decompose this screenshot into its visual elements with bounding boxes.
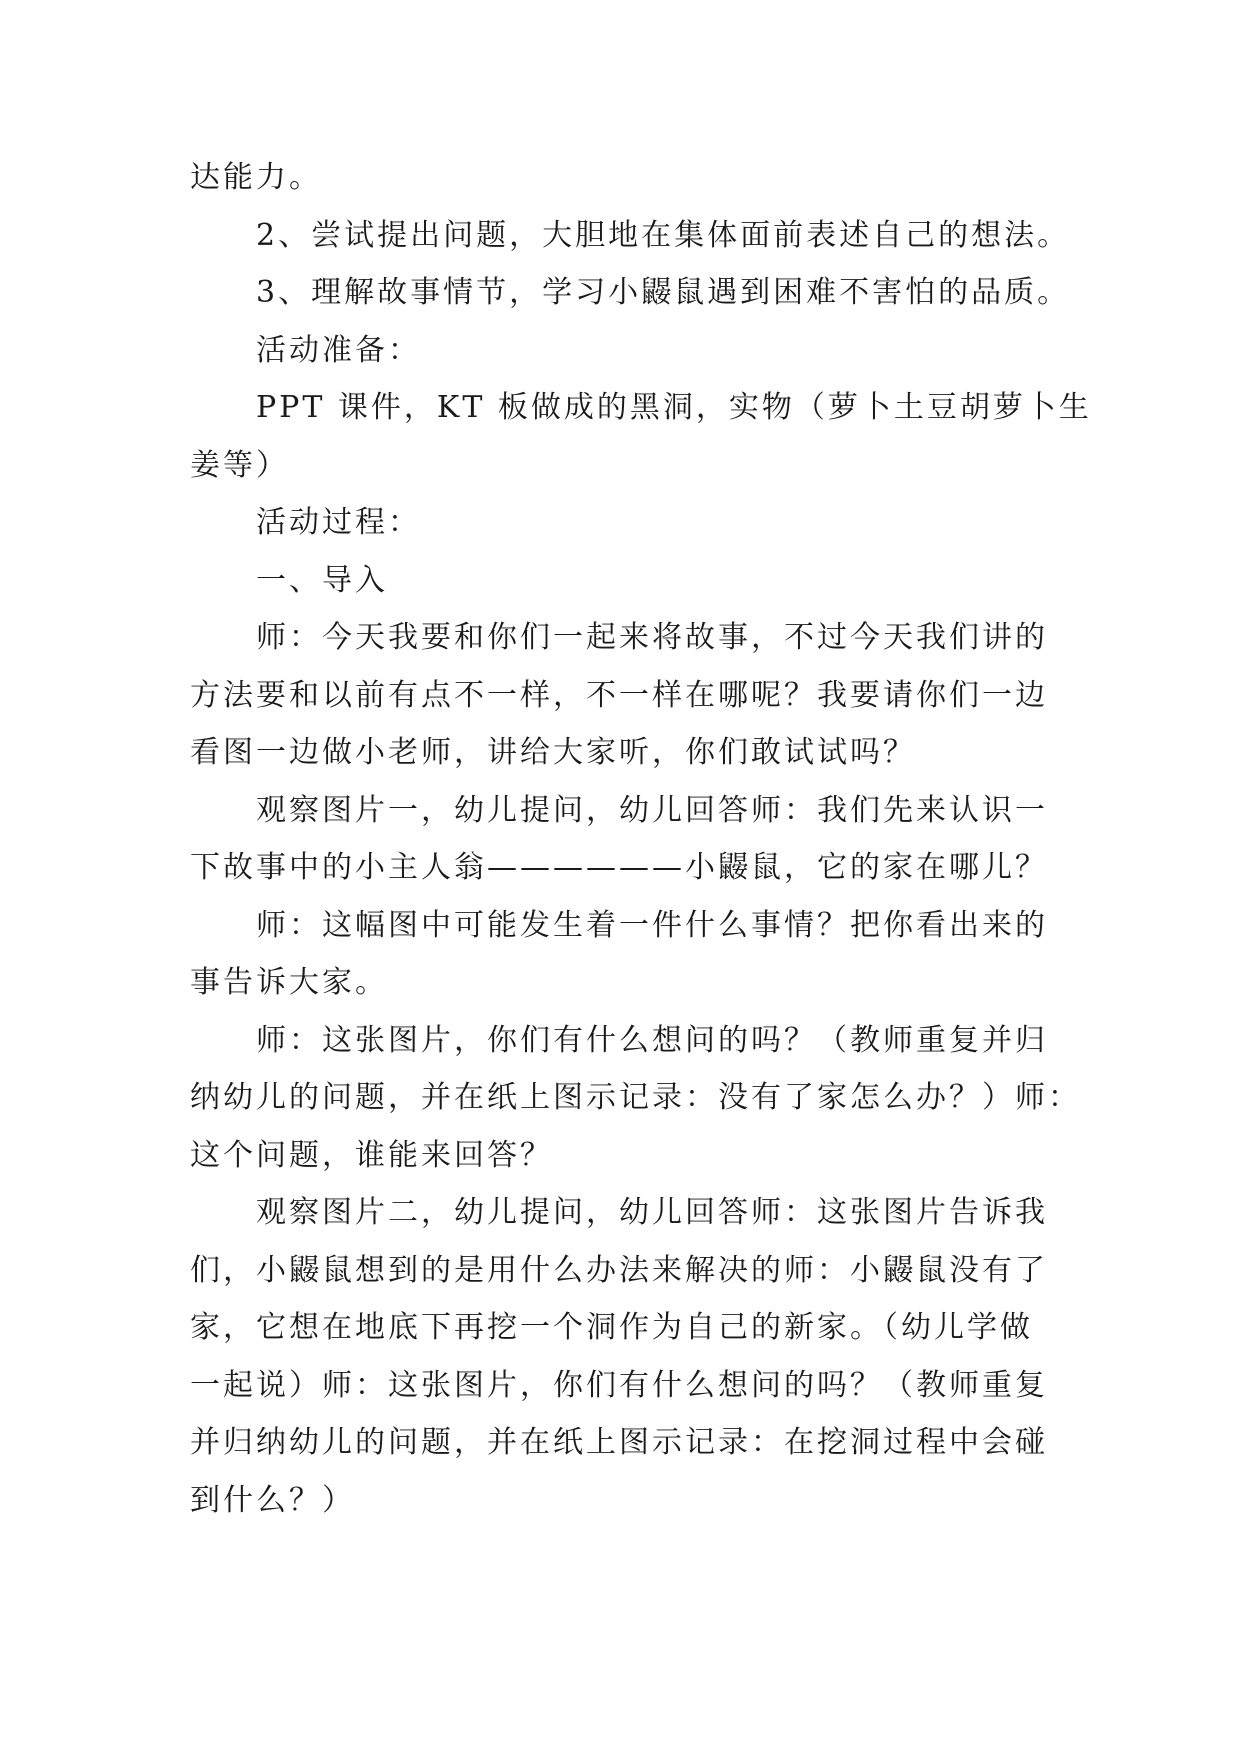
body-text [190,149,1092,1529]
section-heading: 活动过程： [256,505,421,540]
text-line: 师：今天我要和你们一起来将故事，不过今天我们讲的 [256,620,1048,655]
text-line: 事告诉大家。 [190,965,388,1000]
text-line: 2、尝试提出问题，大胆地在集体面前表述自己的想法。 [256,217,1071,253]
text-line: 下故事中的小主人翁——————小鼹鼠，它的家在哪儿？ [190,850,1048,885]
text-line: 一起说）师：这张图片，你们有什么想问的吗？（教师重复 [190,1367,1048,1403]
text-line: 观察图片二，幼儿提问，幼儿回答师：这张图片告诉我 [256,1195,1048,1230]
text-line: 家，它想在地底下再挖一个洞作为自己的新家。（幼儿学做 [190,1310,1033,1345]
text-line: PPT 课件，KT 板做成的黑洞，实物（萝卜土豆胡萝卜生 [256,390,1092,425]
text-line: 3、理解故事情节，学习小鼹鼠遇到困难不害怕的品质。 [256,275,1071,310]
text-line: 看图一边做小老师，讲给大家听，你们敢试试吗？ [190,735,916,770]
text-line: 到什么？） [190,1482,355,1518]
section-heading: 一、导入 [256,562,388,598]
text-line: 方法要和以前有点不一样，不一样在哪呢？我要请你们一边 [190,677,1048,713]
section-heading: 活动准备： [256,332,421,368]
text-line: 师：这幅图中可能发生着一件什么事情？把你看出来的 [256,907,1048,943]
text-line: 们，小鼹鼠想到的是用什么办法来解决的师：小鼹鼠没有了 [190,1252,1048,1288]
text-line: 观察图片一，幼儿提问，幼儿回答师：我们先来认识一 [256,792,1048,828]
text-line: 达能力。 [190,160,322,195]
text-line: 师：这张图片，你们有什么想问的吗？（教师重复并归 [256,1022,1048,1058]
text-line: 这个问题，谁能来回答？ [190,1137,553,1173]
text-line: 并归纳幼儿的问题，并在纸上图示记录：在挖洞过程中会碰 [190,1425,1048,1460]
text-line: 姜等） [190,447,289,483]
text-line: 纳幼儿的问题，并在纸上图示记录：没有了家怎么办？）师： [190,1080,1081,1115]
